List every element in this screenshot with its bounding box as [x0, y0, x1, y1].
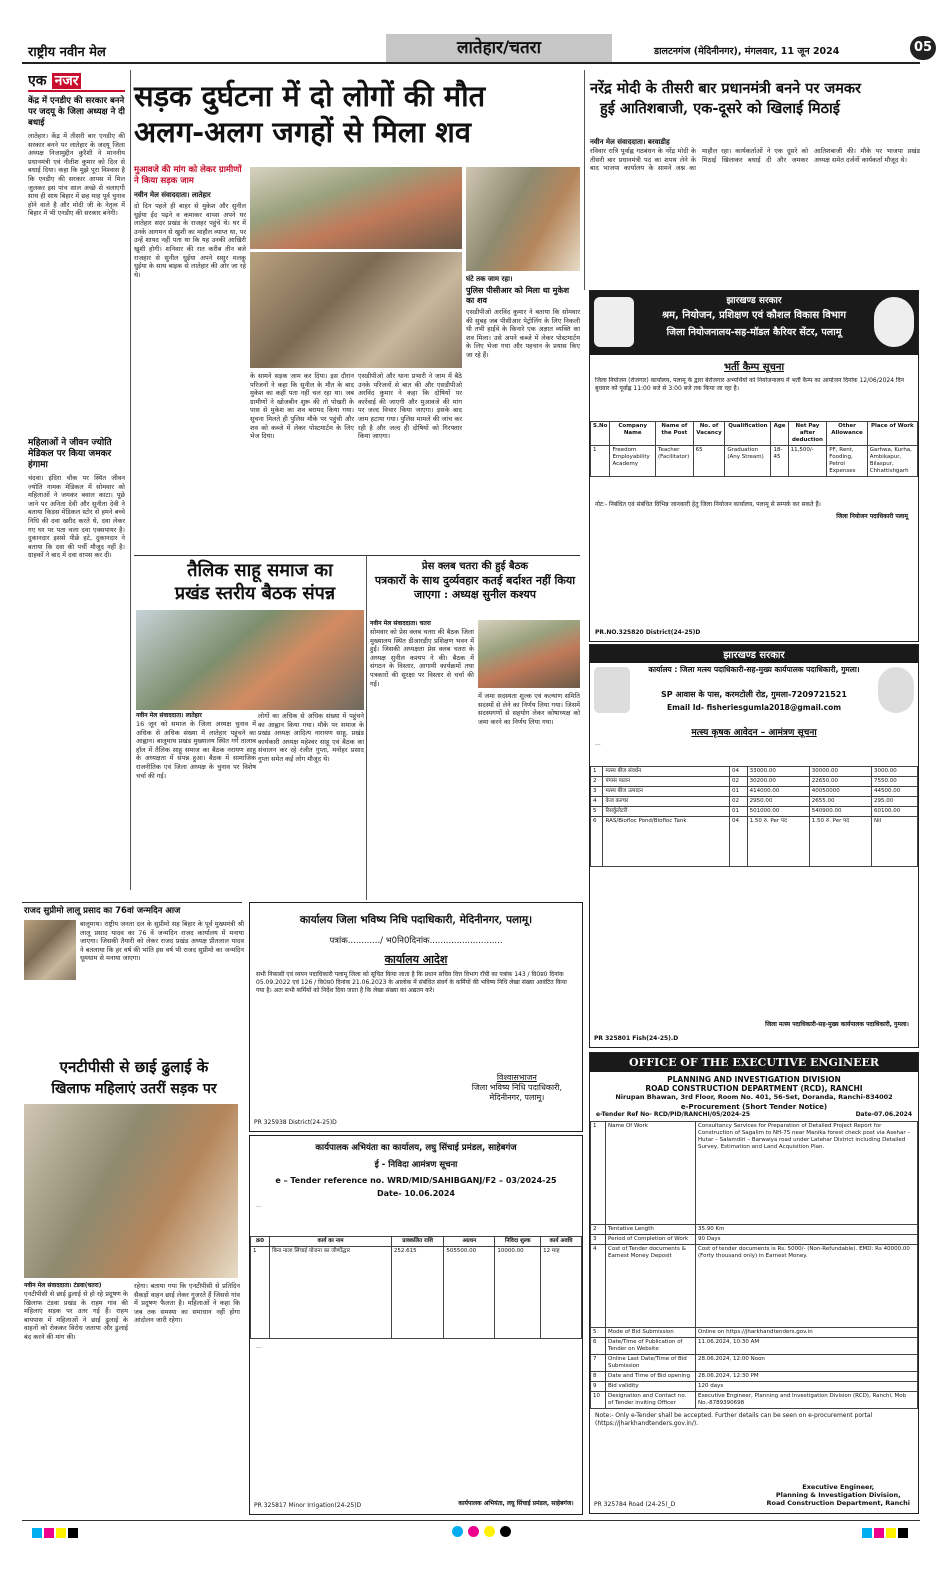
pf-sign-3: मेदिनीनगर, पलामू। — [489, 1093, 545, 1102]
rcd-pr: PR 325784 Road (24-25)_D — [594, 1501, 676, 1508]
teli-headline-1: तैलिक साहू समाज का — [187, 560, 333, 581]
lead-body-1: दो दिन पहले ही बाहर से मुकेश और सुनील धुईया ईद पढ़ने व कमाकर वापस अपने घर लातेहार सदर प्रखंड के राजहर पहुंचे थे। घर में उनके आगमन से खुशी का माहौल व्याप्त था, पर उन्हें शायद नहीं पता था कि यह उनकी आखिरी खुशी होगी। शनिवार की रात करीब तीन बजे राजहार से सुनील धुईया अपने ससुर मलकू धुईया के साथ बाइक से लातेहार की ओर जा रहे थे। — [134, 202, 246, 279]
labour-td: Teacher (Facilitator) — [656, 446, 694, 477]
paper-name: राष्ट्रीय नवीन मेल — [28, 45, 106, 60]
tender-th: अग्रधन — [444, 1237, 495, 1247]
tender-td: 1 — [251, 1247, 270, 1339]
emblem-icon — [594, 667, 630, 713]
brief-headline-2: महिलाओं ने जीवन ज्योति मेडिकल पर किया जमकर हंगामा — [28, 438, 112, 470]
rcd-row: 1 Name Of Work Consultancy Services for Preparation of Detailed Project Report for Construction of Sagalim to NH-75 near Manika forest check post via Asehar – Hutar – Salamdiri – Barwaiya road under Latehar District including Detailed Survey, Estimation and Land Acquisition Plan. — [591, 1122, 918, 1225]
emblem-icon — [594, 297, 634, 347]
rcd-row: 6 Date/Time of Publication of Tender on Website 11.06.2024, 10:30 AM — [591, 1338, 918, 1355]
lead-kicker — [134, 165, 246, 522]
ek-nazar-label — [28, 70, 125, 92]
rcd-note: Note:- Only e-Tender shall be accepted. Further details can be seen on e-procurement portal (https://jharkhandtenders.gov.in/). — [595, 1412, 873, 1427]
pf-body: सभी निकासी एवं व्ययन पदाधिकारी पलामू जिला को सूचित किया जाता है कि प्रधान सचिव वित्त विभाग राँची का पत्रांक 143 / वि0प्र0 दिनांक 05.09.2022 एवं 126 / वि0प्र0 दिनांक 21.06.2023 के आलोक में संबंधित संवर्ग के कर्मियों की भविष्य निधि लेखा संख्या आवंटित किया गया है। अतः सभी कर्मियों को निर्देश दिया जाता है कि लेखा संख्या का अद्यतन करें। — [256, 971, 567, 994]
labour-th: No. of Vacancy — [693, 422, 725, 446]
rcd-row: 3 Period of Completion of Work 90 Days — [591, 1235, 918, 1245]
labour-title: भर्ती कैम्प सूचना — [723, 362, 785, 373]
ntpc-body: एनटीपीसी से छाई ढुलाई से हो रहे प्रदूषण के खिलाफ टंडवा प्रखंड के राहम गांव की महिलाएं सड़क पर उतर गई हैं। राहम बायपास में महिलाओं ने छाई ढुलाई के वाहनों को रोककर विरोध जताया और ढुलाई बंद करने की मांग की। — [24, 1290, 128, 1341]
footer-bar — [22, 1520, 920, 1535]
teli-byline: नवीन मेल संवाददाता। लातेहार — [136, 712, 202, 719]
fish-sign: जिला मत्स्य पदाधिकारी-सह-मुख्य कार्यपालक पदाधिकारी, गुमला। — [765, 1021, 909, 1028]
pf-office: कार्यालय जिला भविष्य निधि पदाधिकारी, मेदिनीनगर, पलामू। — [299, 914, 533, 926]
rcd-title: OFFICE OF THE EXECUTIVE ENGINEER — [590, 1053, 918, 1072]
fish-gov: झारखण्ड सरकार — [590, 645, 918, 663]
tender-td: 252.615 — [391, 1247, 444, 1339]
tender-td: बिना नाला सिंचाई योजना का जीर्णोद्धार — [270, 1247, 392, 1339]
fish-row: 1 मत्स्य बीज संवर्धन 04 33000.00 30000.00 3000.00 — [591, 767, 918, 777]
fish-row: 6 RAS/Biofloc Pond/Biofloc Tank 04 1.50 रु. Per पद 1.50 रु. Per पद Nil — [591, 817, 918, 867]
section-tab: लातेहार/चतरा — [386, 34, 612, 62]
labour-td: 1 — [591, 446, 610, 477]
lead-body-3: एसडीपीओ और थाना प्रभारी ने जाम में बैठे उनके परिजनों से बात की और एसडीपीओ अरविंद कुमार ने कहा कि दोषियों पर कार्रवाई की जाएगी और मुआवजे की मांग पर जल्द विचार किया जाएगा। इसके बाद जाम हटाया गया। पुलिस मामले की जांच कर रही है और जल्द ही दोषियों को गिरफ्तार किया जाएगा। — [358, 372, 462, 441]
rcd-sign-3: Road Construction Department, Ranchi — [766, 1499, 910, 1507]
lead-caption: घंटे तक जाम रहा। — [466, 275, 513, 283]
pf-sign-2: जिला भविष्य निधि पदाधिकारी, — [471, 1083, 562, 1092]
teli-photo — [136, 610, 364, 710]
tender-office: कार्यपालक अभियंता का कार्यालय, लघु सिंचाई प्रमंडल, साहेबगंज — [315, 1143, 517, 1153]
labour-th: Place of Work — [867, 422, 917, 446]
teli-body: 16 जून को समाज के जिला अध्यक्ष चुनाव में अधिक से अधिक संख्या में लातेहार पहुंचने का आह्वान। बालूमाथ प्रखंड मुख्यालय स्थित गर्ग तालाब हॉल में तैलिक साहू समाज का बैठक नरायण साहू के अध्यक्षता में संपन्न हुआ। बैठक में सामाजिक राजनीतिक एवं जिला अध्यक्ष के चुनाव पर विशेष चर्चा की गई। — [136, 720, 256, 780]
fish-email: Email Id- fisheriesgumla2018@gmail.com — [666, 703, 842, 712]
labour-line2: जिला नियोजनालय-सह-मॉडल कैरियर सेंटर, पलामू — [666, 327, 842, 338]
tender-td: 505500.00 — [444, 1247, 495, 1339]
labour-td: Freedom Employability Academy — [610, 446, 656, 477]
rcd-row: 8 Date and Time of Bid opening 28.06.2024, 12:30 PM — [591, 1372, 918, 1382]
rcd-row: 7 Online Last Date/Time of Bid Submission 28.06.2024, 12:00 Noon — [591, 1355, 918, 1372]
modi-body: रविवार रात्रि पूर्वाह्न गठबंधन के नरेंद्र मोदी के तीसरी बार प्रधानमंत्री पद का शपथ लेने के बाद भाजपा कार्यालय के सामने जश्न का माहौल रहा। कार्यकर्ताओं ने एक दूसरे को मिठाई खिलाकर बधाई दी और जमकर आतिशबाजी की। मौके पर भाजपा प्रखंड अध्यक्ष समेत दर्जनों कार्यकर्ता मौजूद थे। — [590, 147, 920, 173]
labour-gov: झारखण्ड सरकार — [726, 296, 782, 306]
tender-th: कार्य का नाम — [270, 1237, 392, 1247]
tender-th: प्राक्कलित राशि — [391, 1237, 444, 1247]
brief-headline-1: केंद्र में एनडीए की सरकार बनने पर जदयू के जिला अध्यक्ष ने दी बधाई — [28, 96, 125, 128]
ek-nazar-column — [28, 70, 125, 885]
rcd-row: 5 Mode of Bid Submission Online on https://jharkhandtenders.gov.in — [591, 1328, 918, 1338]
modi-byline: नवीन मेल संवाददाता। बरवाडीह — [590, 138, 670, 146]
labour-th: Qualification — [725, 422, 771, 446]
lalu-photo — [24, 920, 76, 980]
labour-th: Age — [771, 422, 788, 446]
lead-photo-1 — [250, 167, 462, 249]
rcd-sub2: ROAD CONSTRUCTION DEPARTMENT (RCD), RANCHI — [645, 1084, 863, 1093]
fish-row: 5 रिसर्कुलेटरी 01 501000.00 540900.00 60100.00 — [591, 807, 918, 817]
press-kicker: प्रेस क्लब चतरा की हुई बैठक — [421, 561, 529, 572]
brief-body-2: चंदवा। इंदिरा चौक पर स्थित जीवन ज्योति नामक मेडिकल में सोमवार को महिलाओं ने जमकर बवाल काटा। पूछे जाने पर अनिता देवी और सुनीता देवी ने बताया किडस मेडिकल स्टोर से हमने बच्चे निधि की दवा खरीद करते थे, दवा लेकर गए घर पर पता चला दवा एक्सपायर है। दुकानदार इससे पीछे हटे, दुकानदार ने बताया कि दवा की पर्ची मौजूद नहीं है। ग्राहकों ने बाद में दवा वापस कर दी। — [28, 474, 125, 560]
tender-td: 12 माह — [541, 1247, 582, 1339]
tender-td: 10000.00 — [495, 1247, 541, 1339]
rcd-sign-2: Planning & Investigation Division, — [775, 1491, 901, 1499]
masthead — [22, 34, 933, 64]
labour-td: 65 — [693, 446, 725, 477]
press-photo — [478, 620, 580, 688]
color-registration-left — [32, 1523, 80, 1542]
fish-pr: PR 325801 Fish(24-25).D — [594, 1035, 679, 1042]
ntpc-photo — [24, 1104, 238, 1278]
rcd-sub1: PLANNING AND INVESTIGATION DIVISION — [667, 1075, 841, 1084]
labour-pr: PR.NO.325820 District(24-25)D — [595, 629, 701, 636]
tender-type: ई - निविदा आमंत्रण सूचना — [374, 1160, 458, 1170]
pf-patrank: पत्रांक............/ भ0नि0दिनांक........................... — [329, 936, 503, 946]
tender-sign: कार्यपालक अभियंता, लघु सिंचाई प्रमंडल, साहेबगंज। — [458, 1500, 574, 1507]
pf-aadesh: कार्यालय आदेश — [384, 953, 448, 966]
press-headline: पत्रकारों के साथ दुर्व्यवहार कतई बर्दाश्त नहीं किया जाएगा : अध्यक्ष सुनील कश्यप — [374, 574, 576, 601]
labour-sign: जिला नियोजन पदाधिकारी पलामू — [836, 513, 908, 520]
rcd-row: 4 Cost of Tender documents & Earnest Money Deposit Cost of tender documents is Rs. 5000/- (Non-Refundable). EMD: Rs 40000.00 (Forty thousand only) in Earnest Money. — [591, 1245, 918, 1328]
labour-th: S.No — [591, 422, 610, 446]
lead-body-2: के सामने सड़क जाम कर दिया। इस दौरान परिजनों ने कहा कि सुनील के मौत के बाद मुकेश का कहीं पता नहीं चल रहा था। जब ग्रामीणों ने खोजबीन शुरू की तो पोखरी के पास से मुकेश का शव बरामद किया गया। सूचना मिलते ही पुलिस मौके पर पहुंची और शव को कब्जे में लेकर पोस्टमार्टम के लिए भेज दिया। — [250, 372, 354, 441]
pf-sign-1: विश्वासभाजन — [496, 1073, 537, 1082]
press-byline: नवीन मेल संवाददाता। चतरा — [370, 620, 431, 627]
ntpc-byline: नवीन मेल संवाददाता। टंडवा(चतरा) — [24, 1282, 102, 1289]
labour-td: Graduation (Any Stream) — [725, 446, 771, 477]
ntpc-body-2: रहेगा। बताया गया कि एनटीपीसी से प्रतिदिन सैकड़ों वाहन छाई लेकर गुजरते हैं जिससे गांव में प्रदूषण फैलता है। महिलाओं ने कहा कि जब तक समस्या का समाधान नहीं होगा आंदोलन जारी रहेगा। — [134, 1282, 240, 1325]
rcd-row: 10 Designation and Contact no. of Tender inviting Officer Executive Engineer, Planning and Investigation Division (RCD), Ranchi, Mob No.-8789390698 — [591, 1392, 918, 1409]
press-body: सोमवार को प्रेस क्लब चतरा की बैठक जिला मुख्यालय स्थित डीआरडीए प्रशिक्षण भवन में हुई। जिसकी अध्यक्षता प्रेस क्लब चतरा के अध्यक्ष सुनील कश्यप ने की। बैठक में संगठन के विस्तार, आगामी कार्यक्रमों तथा पत्रकारों की सुरक्षा पर विस्तार से चर्चा की गई। — [370, 628, 474, 688]
ntpc-headline-2: खिलाफ महिलाएं उतरीं सड़क पर — [51, 1081, 217, 1097]
rcd-sign-1: Executive Engineer, — [802, 1483, 875, 1491]
labour-th: Name of the Post — [656, 422, 694, 446]
tender-table — [250, 1236, 582, 1339]
fish-logo-icon — [878, 667, 914, 713]
labour-td: PF, Rent, Fooding, Petrol Expenses — [827, 446, 867, 477]
lead-photo-3 — [466, 167, 580, 271]
rcd-row: 2 Tentative Length 35.90 Km — [591, 1225, 918, 1235]
labour-th: Net Pay after deduction — [788, 422, 827, 446]
labour-ad — [589, 290, 919, 642]
lead-headline-2: अलग-अलग जगहों से मिला शव — [134, 115, 471, 149]
registration-dots — [452, 1522, 511, 1541]
teli-headline-2: प्रखंड स्तरीय बैठक संपन्न — [174, 583, 336, 604]
lead-body-4: एसडीपीओ अरविंद कुमार ने बताया कि सोमवार की सुबह जब पीसीआर पेट्रोलिंग के लिए निकली थी तभी हाईवे के किनारे एक अज्ञात व्यक्ति का शव मिला। उसे अपने कब्जे में लेकर पोस्टमार्टम के लिए भेजा गया और पहचान के प्रयास किए जा रहे हैं। — [466, 308, 580, 359]
fish-row: 4 केज कल्चर 02 2950.00 2655.00 295.00 — [591, 797, 918, 807]
rcd-row: 9 Bid validity 120 days — [591, 1382, 918, 1392]
fish-ad: झारखण्ड सरकार कार्यालय : जिला मत्स्य पदाधिकारी-सह-मुख्य कार्यपालक पदाधिकारी, गुमला। SP आवास के पास, करमटोली रोड, गुमला-7209721521 Email Id- fisheriesgumla2018@gmail.com मत्स्य कृषक आवेदन – आमंत्रण सूचना ... 1 मत्स्य बीज संवर्धन 04 33000.00 30000.00 3000.00 2 पंगास पालन 02 30200.00 22650.00 7550.00 3 मत्स्य बीज उत्पादन 01 414000.00 40050000 44500.00 4 केज कल्चर 02 2950.00 2655.00 295.00 5 रिसर्कुलेटरी 01 501000.00 540900.00 60100.00 6 RAS/Biofloc Pond/Biofloc Tank 04 1.50 रु. Per पद 1.50 रु. Per पद Nil जिला मत्स्य पदाधिकारी-सह-मुख्य कार्यपालक पदाधिकारी, गुमला। PR 325801 Fish(24-25).D — [589, 644, 919, 1048]
labour-line1: श्रम, नियोजन, प्रशिक्षण एवं कौशल विकास विभाग — [661, 310, 847, 321]
labour-th: Other Allowance — [827, 422, 867, 446]
tender-th: क्र0 — [251, 1237, 270, 1247]
rcd-notice: e-Procurement (Short Tender Notice) — [680, 1103, 828, 1111]
jharkhand-logo-icon — [874, 297, 914, 347]
tender-th: निविदा शुल्क — [495, 1237, 541, 1247]
pf-signature — [472, 1073, 562, 1103]
lalu-headline: राजद सुप्रीमो लालू प्रसाद का 76वां जन्मदिन आज — [24, 906, 181, 916]
lead-byline: नवीन मेल संवाददाता। लातेहार — [134, 191, 211, 199]
fish-title: मत्स्य कृषक आवेदन – आमंत्रण सूचना — [691, 728, 817, 738]
rcd-addr: Nirupan Bhawan, 3rd Floor, Room No. 401, 56-Set, Doranda, Ranchi-834002 — [615, 1093, 893, 1101]
labour-td: 11,500/- — [788, 446, 827, 477]
labour-td: 18-45 — [771, 446, 788, 477]
dateline: डालटनगंज (मेदिनीनगर), मंगलवार, 11 जून 2024 — [654, 46, 840, 57]
rcd-ad — [589, 1052, 919, 1514]
rcd-ref: e-Tender Ref No- RCD/PID/RANCHI/05/2024-25 — [596, 1111, 751, 1118]
pf-ad — [249, 902, 583, 1132]
labour-note: नोट:- निबंधित एवं संबंधित विभिन्न जानकारी हेतु जिला नियोजन कार्यालय, पलामू से सम्पर्क कर सकते हैं। — [595, 501, 821, 508]
lead-subhead-2: पुलिस पीसीआर को मिला था मुकेश का शव — [466, 286, 570, 305]
brief-body-1: लातेहार। केंद्र में तीसरी बार एनडीए की सरकार बनने पर लातेहार के जदयू जिला अध्यक्ष निजामुद्दीन कुरैशी ने माननीय प्रधानमंत्री एवं नीतीश कुमार को दिल से बधाई दिया। कहा कि मुझे पूरा विश्वास है कि एनडीए की सरकार आपस में मिल जुलकर इस पांच साल अच्छे से चलाएगी साथ ही साथ बिहार में छह माह पूर्व चुनाव होने वाले है और मोदी जी के नेतृत्व में बिहार में भी एनडीए की सरकार बनेगी। — [28, 132, 125, 218]
rcd-signature — [766, 1483, 910, 1507]
modi-headline-1: नरेंद्र मोदी के तीसरी बार प्रधानमंत्री बनने पर जमकर — [590, 80, 861, 97]
labour-table — [590, 421, 918, 477]
labour-intro: जिला नियोजन (रोजगार) कार्यालय, पलामू के द्वारा बेरोजगार अभ्यर्थियों को नियोजनालय में भर्ती कैम्प का आयोजन दिनांक 12/06/2024 दिन बुधवार को पूर्वाह्न 11:00 बजे से 3:00 बजे तक किया जा रहा है। — [595, 377, 904, 392]
fish-row: 3 मत्स्य बीज उत्पादन 01 414000.00 40050000 44500.00 — [591, 787, 918, 797]
page-number: 05 — [910, 36, 936, 60]
tender-date: Date- 10.06.2024 — [376, 1189, 455, 1198]
fish-address: SP आवास के पास, करमटोली रोड, गुमला-7209721521 — [661, 690, 847, 699]
fish-table — [590, 766, 918, 867]
ntpc-story — [24, 1282, 128, 1505]
labour-th: Company Name — [610, 422, 656, 446]
tender-ref: e – Tender reference no. WRD/MID/SAHIBGANJ/F2 – 03/2024-25 — [275, 1176, 557, 1185]
teli-story — [136, 712, 256, 900]
tender-ad: कार्यपालक अभियंता का कार्यालय, लघु सिंचाई प्रमंडल, साहेबगंज ई - निविदा आमंत्रण सूचना e – Tender reference no. WRD/MID/SAHIBGANJ/F2 – 03/2024-25 Date- 10.06.2024 ... क्र0 कार्य का नाम प्राक्कलित राशि अग्रधन निविदा शुल्क कार्य अवधि 1 बिना नाला सिंचाई योजना का जीर्णोद्धार 252.615 505500.00 10000.00 12 माह ... कार्यपालक अभियंता, लघु सिंचाई प्रमंडल, साहेबगंज। PR 325817 Minor Irrigation(24-25)D — [249, 1135, 583, 1515]
tender-pr: PR 325817 Minor Irrigation(24-25)D — [254, 1502, 362, 1509]
nazar-label: नजर — [52, 73, 82, 89]
lead-photo-2 — [250, 252, 462, 368]
pf-pr: PR 325938 District(24-25)D — [254, 1119, 337, 1126]
modi-story — [590, 138, 920, 275]
lead-kicker-text: मुआवजे की मांग को लेकर ग्रामीणों ने किया सड़क जाम — [134, 165, 242, 186]
ntpc-headline-1: एनटीपीसी से छाई ढुलाई के — [59, 1058, 209, 1076]
color-registration-right — [862, 1523, 910, 1542]
ek-label: एक — [28, 73, 47, 89]
fish-header — [590, 663, 918, 725]
lalu-body: बालूमाथ। राष्ट्रीय जनता दल के सुप्रीमो सह बिहार के पूर्व मुख्यमंत्री श्री लालू प्रसाद यादव का 76 वें जन्मदिन राजद कार्यालय में मनाया जाएगा। जिसकी तैयारी को लेकर राजद प्रखंड अध्यक्ष प्रीतलाल यादव ने बतलाया कि हर वर्ष की भांति इस वर्ष भी राजद सुप्रीमो का जन्मदिन धूमधाम से मनाया जाएगा। — [80, 920, 244, 963]
rcd-date: Date-07.06.2024 — [855, 1111, 912, 1118]
rcd-table — [590, 1121, 918, 1409]
tender-th: कार्य अवधि — [541, 1237, 582, 1247]
modi-headline-2: हुई आतिशबाजी, एक-दूसरे को खिलाई मिठाई — [600, 100, 840, 117]
press-body-2: में जमा सदस्यता शुल्क एवं कल्याण समिति सदस्यों से लेने का निर्णय लिया गया। जिसमें सदस्यगणों से सहयोग लेकर कोषाध्यक्ष को जमा करने का निर्णय लिया गया। — [478, 692, 580, 726]
lead-headline-1: सड़क दुर्घटना में दो लोगों की मौत — [134, 79, 486, 113]
labour-td: Garhwa, Kurha, Ambikapur, Bilaspur, Chhattishgarh — [867, 446, 917, 477]
press-story — [370, 620, 474, 898]
fish-office: कार्यालय : जिला मत्स्य पदाधिकारी-सह-मुख्य कार्यपालक पदाधिकारी, गुमला। — [648, 665, 860, 674]
teli-body-2: लोगों का अधिक से अधिक संख्या में पहुंचने का आह्वान किया गया। मौके पर समाज के प्रखंड अध्यक्ष आदित्य नारायण साहू, प्रखंड कार्यकारी अध्यक्ष महेश्वर साहू एवं बैठक का संचालन कर रहे रंजीत गुप्ता, मनोहर प्रसाद गुप्ता समेत कई लोग मौजूद थे। — [258, 712, 364, 763]
fish-row: 2 पंगास पालन 02 30200.00 22650.00 7550.00 — [591, 777, 918, 787]
